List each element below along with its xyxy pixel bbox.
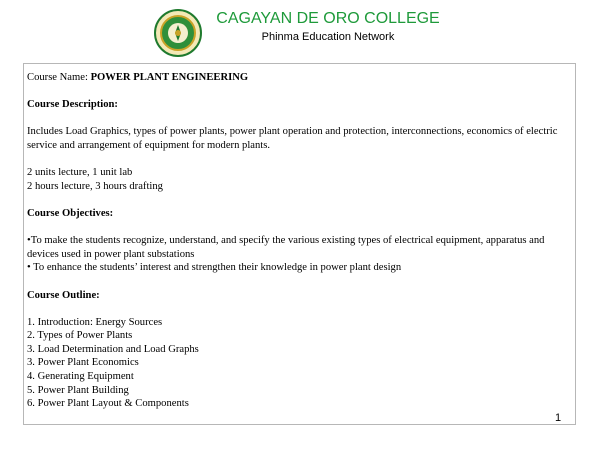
outline-item: 1. Introduction: Energy Sources [27,316,163,328]
course-name-value: POWER PLANT ENGINEERING [90,72,249,83]
units-line: 2 units lecture, 1 unit lab [27,167,133,179]
outline-item: 3. Power Plant Economics [27,357,139,369]
page-number: 1 [555,412,562,424]
course-name-line [27,71,572,85]
description-heading: Course Description: [27,99,118,111]
college-name: CAGAYAN DE ORO COLLEGE [216,10,440,27]
description-text: Includes Load Graphics, types of power plants, power plant operation and protection, interconnections, economics of electric service and arrangement of equipment for modern plants. [27,126,558,151]
outline-item: 4. Generating Equipment [27,371,134,383]
outline-item: 5. Power Plant Building [27,384,129,396]
course-name-label: Course Name: [27,72,91,83]
document-header [0,0,600,60]
objective-item: •To make the students recognize, understand, and specify the various existing types of electrical equipment, apparatus and devices used in power plant substations [27,235,545,260]
objectives-heading: Course Objectives: [27,207,114,219]
outline-heading: Course Outline: [27,289,100,301]
objective-item: • To enhance the students’ interest and strengthen their knowledge in power plant design [27,262,402,274]
network-name: Phinma Education Network [261,31,395,43]
hours-line: 2 hours lecture, 3 hours drafting [27,180,163,192]
outline-item: 2. Types of Power Plants [27,330,133,342]
outline-item: 6. Power Plant Layout & Components [27,398,189,410]
course-content [27,71,572,411]
outline-item: 3. Load Determination and Load Graphs [27,343,199,355]
college-seal-icon [154,9,202,57]
